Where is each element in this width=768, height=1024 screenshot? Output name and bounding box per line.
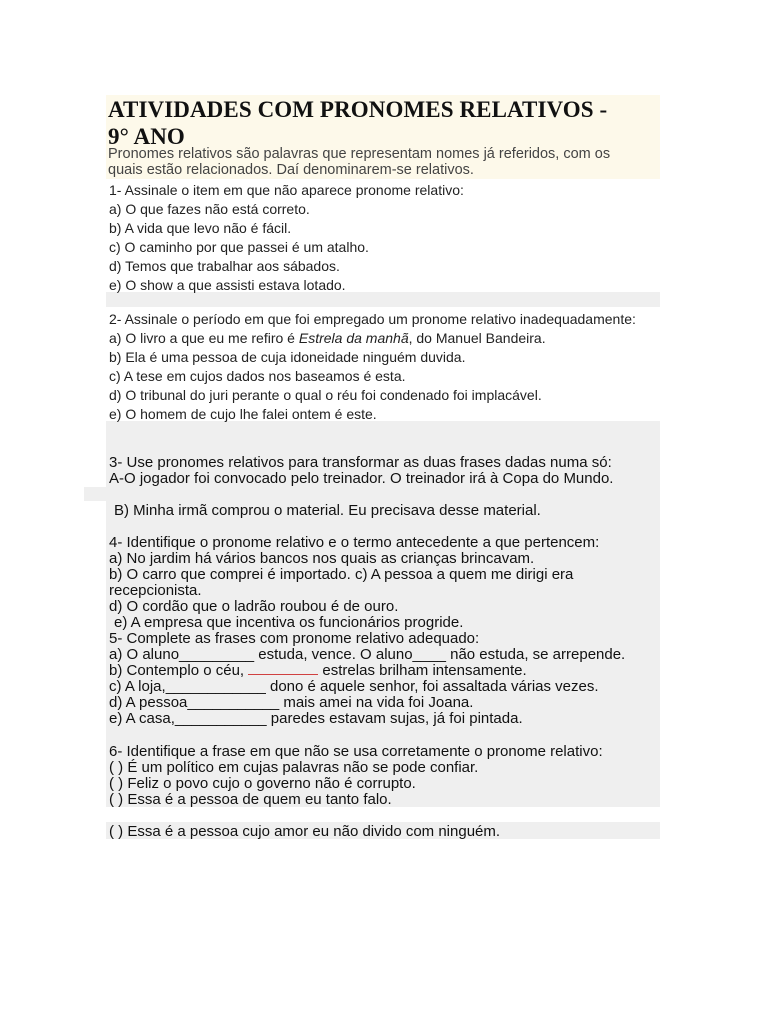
q1-option-e: e) O show a que assisti estava lotado. xyxy=(109,277,346,293)
q6-option-2: ( ) Feliz o povo cujo o governo não é corrupto. xyxy=(109,775,416,792)
q1-option-c: c) O caminho por que passei é um atalho. xyxy=(109,239,369,255)
q1-option-b: b) A vida que levo não é fácil. xyxy=(109,220,292,236)
page-title xyxy=(108,96,664,150)
q2-option-c: c) A tese em cujos dados nos baseamos é esta. xyxy=(109,368,406,384)
side-band xyxy=(84,487,108,501)
q5-prompt: 5- Complete as frases com pronome relativo adequado: xyxy=(109,630,480,647)
q2-option-a-text: a) O livro a que eu me refiro é xyxy=(109,330,299,346)
q6-option-3: ( ) Essa é a pessoa de quem eu tanto falo. xyxy=(109,791,392,808)
q5-option-e: e) A casa,___________ paredes estavam sujas, já foi pintada. xyxy=(109,710,523,727)
q3-prompt: 3- Use pronomes relativos para transformar as duas frases dadas numa só: xyxy=(109,454,612,471)
q2-prompt: 2- Assinale o período em que foi empregado um pronome relativo inadequadamente: xyxy=(109,311,636,327)
q2-option-e: e) O homem de cujo lhe falei ontem é este. xyxy=(109,406,377,422)
q5-option-a: a) O aluno_________ estuda, vence. O aluno____ não estuda, se arrepende. xyxy=(109,646,626,663)
q4-option-a: a) No jardim há vários bancos nos quais as crianças brincavam. xyxy=(109,550,535,567)
q2-option-a-title: Estrela da manhã xyxy=(298,330,409,346)
title-line-1: ATIVIDADES COM PRONOMES RELATIVOS - xyxy=(108,97,608,122)
q3-item-b: B) Minha irmã comprou o material. Eu precisava desse material. xyxy=(114,502,541,519)
intro-line-2: quais estão relacionados. Daí denominarem-se relativos. xyxy=(108,162,474,178)
q4-option-d: d) O cordão que o ladrão roubou é de ouro. xyxy=(109,598,399,615)
q2-option-a xyxy=(109,330,546,347)
q4-prompt: 4- Identifique o pronome relativo e o termo antecedente a que pertencem: xyxy=(109,534,600,551)
q5-option-b-rest: estrelas brilham intensamente. xyxy=(318,662,527,679)
q4-option-e: e) A empresa que incentiva os funcionários progride. xyxy=(114,614,464,631)
q4-option-bc: b) O carro que comprei é importado. c) A pessoa a quem me dirigi era xyxy=(109,566,574,583)
intro-line-1: Pronomes relativos são palavras que representam nomes já referidos, com os xyxy=(108,146,611,162)
q1-option-a: a) O que fazes não está correto. xyxy=(109,201,310,217)
q3-item-a: A-O jogador foi convocado pelo treinador. O treinador irá à Copa do Mundo. xyxy=(109,470,614,487)
q5-option-d: d) A pessoa___________ mais amei na vida foi Joana. xyxy=(109,694,474,711)
q2-option-d: d) O tribunal do juri perante o qual o réu foi condenado foi implacável. xyxy=(109,387,542,403)
q4-option-bc-continued: recepcionista. xyxy=(109,582,202,599)
red-underline-blank xyxy=(248,662,318,675)
q2-option-b: b) Ela é uma pessoa de cuja idoneidade ninguém duvida. xyxy=(109,349,466,365)
q5-option-c: c) A loja,____________ dono é aquele senhor, foi assaltada várias vezes. xyxy=(109,678,599,695)
q6-prompt: 6- Identifique a frase em que não se usa corretamente o pronome relativo: xyxy=(109,743,603,760)
title-line-2: 9° ANO xyxy=(108,124,185,149)
q5-option-b xyxy=(109,662,527,679)
q6-option-1: ( ) É um político em cujas palavras não se pode confiar. xyxy=(109,759,479,776)
q2-option-a-rest: , do Manuel Bandeira. xyxy=(408,330,546,346)
q1-option-d: d) Temos que trabalhar aos sábados. xyxy=(109,258,340,274)
q5-option-b-text: b) Contemplo o céu, xyxy=(109,662,249,679)
intro-paragraph xyxy=(108,146,660,178)
gap-band-1 xyxy=(106,292,660,307)
q6-option-4: ( ) Essa é a pessoa cujo amor eu não divido com ninguém. xyxy=(109,823,501,840)
q1-prompt: 1- Assinale o item em que não aparece pronome relativo: xyxy=(109,182,464,198)
